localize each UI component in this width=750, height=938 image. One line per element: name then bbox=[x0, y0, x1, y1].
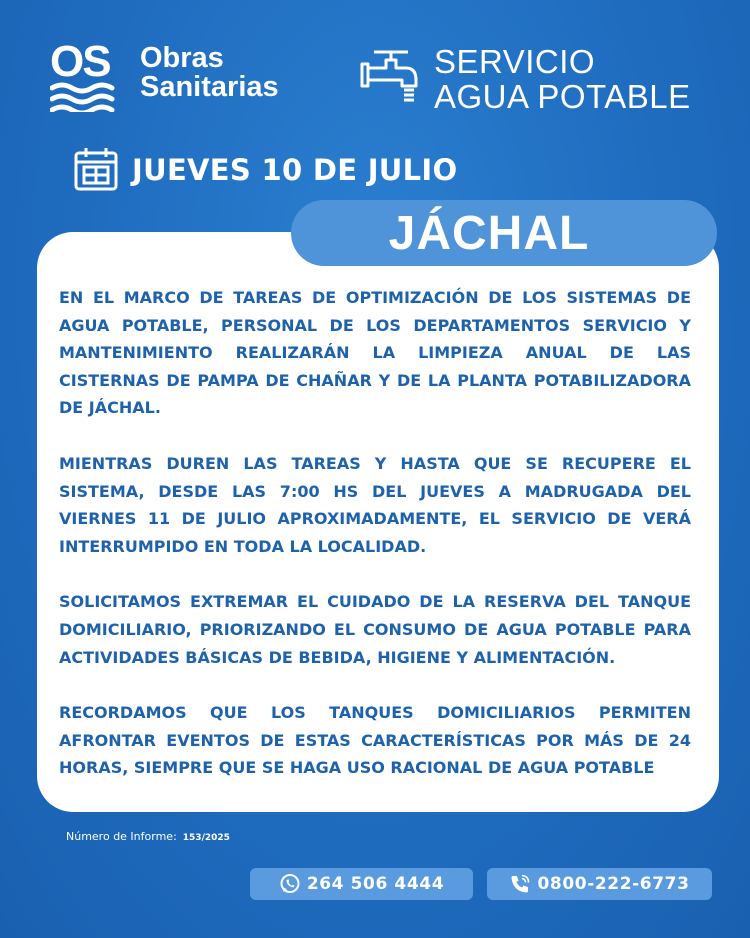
notice-paragraph: MIENTRAS DUREN LAS TAREAS Y HASTA QUE SE RECUPERE EL SISTEMA, DESDE LAS 7:00 HS DEL JUEVES A MADRUGADA DEL VIERNES 11 DE JULIO APROXIMADAMENTE, EL SERVICIO DE VERÁ INTERRUMPIDO EN TODA LA LOCALIDAD. bbox=[59, 453, 691, 556]
faucet-icon bbox=[360, 46, 422, 108]
service-line1: SERVICIO bbox=[434, 43, 596, 80]
notice-body bbox=[59, 284, 691, 810]
svg-text:OS: OS bbox=[50, 40, 110, 86]
phone-icon bbox=[509, 873, 531, 895]
city-badge bbox=[291, 200, 717, 266]
report-number bbox=[66, 830, 230, 843]
calendar-icon bbox=[73, 146, 119, 192]
notice-paragraph: EN EL MARCO DE TAREAS DE OPTIMIZACIÓN DE LOS SISTEMAS DE AGUA POTABLE, PERSONAL DE LOS DEPARTAMENTOS SERVICIO Y MANTENIMIENTO REALIZARÁN LA LIMPIEZA ANUAL DE LAS CISTERNAS DE PAMPA DE CHAÑAR Y DE LA PLANTA POTABILIZADORA DE JÁCHAL. bbox=[59, 288, 691, 418]
report-value: 153/2025 bbox=[182, 833, 230, 843]
whatsapp-number: 264 506 4444 bbox=[306, 874, 445, 894]
brand-line2: Sanitarias bbox=[140, 71, 279, 103]
phone-number: 0800-222-6773 bbox=[537, 874, 690, 894]
notice-paragraph: RECORDAMOS QUE LOS TANQUES DOMICILIARIOS PERMITEN AFRONTAR EVENTOS DE ESTAS CARACTERÍSTICAS POR MÁS DE 24 HORAS, SIEMPRE QUE SE HAGA USO RACIONAL DE AGUA POTABLE bbox=[59, 703, 691, 778]
service-line2: AGUA POTABLE bbox=[434, 78, 691, 115]
notice-paragraph: SOLICITAMOS EXTREMAR EL CUIDADO DE LA RESERVA DEL TANQUE DOMICILIARIO, PRIORIZANDO EL CONSUMO DE AGUA POTABLE PARA ACTIVIDADES BÁSICAS DE BEBIDA, HIGIENE Y ALIMENTACIÓN. bbox=[59, 592, 691, 667]
phone-contact[interactable] bbox=[487, 868, 712, 900]
city-name: JÁCHAL bbox=[388, 206, 590, 260]
whatsapp-contact[interactable] bbox=[250, 868, 473, 900]
brand-line1: Obras bbox=[140, 42, 224, 74]
obras-sanitarias-logo-icon bbox=[50, 40, 120, 112]
service-title bbox=[434, 44, 691, 114]
whatsapp-icon bbox=[279, 873, 301, 895]
brand-name bbox=[140, 44, 279, 102]
event-date: JUEVES 10 DE JULIO bbox=[132, 153, 458, 187]
report-label: Número de Informe: bbox=[66, 830, 177, 843]
